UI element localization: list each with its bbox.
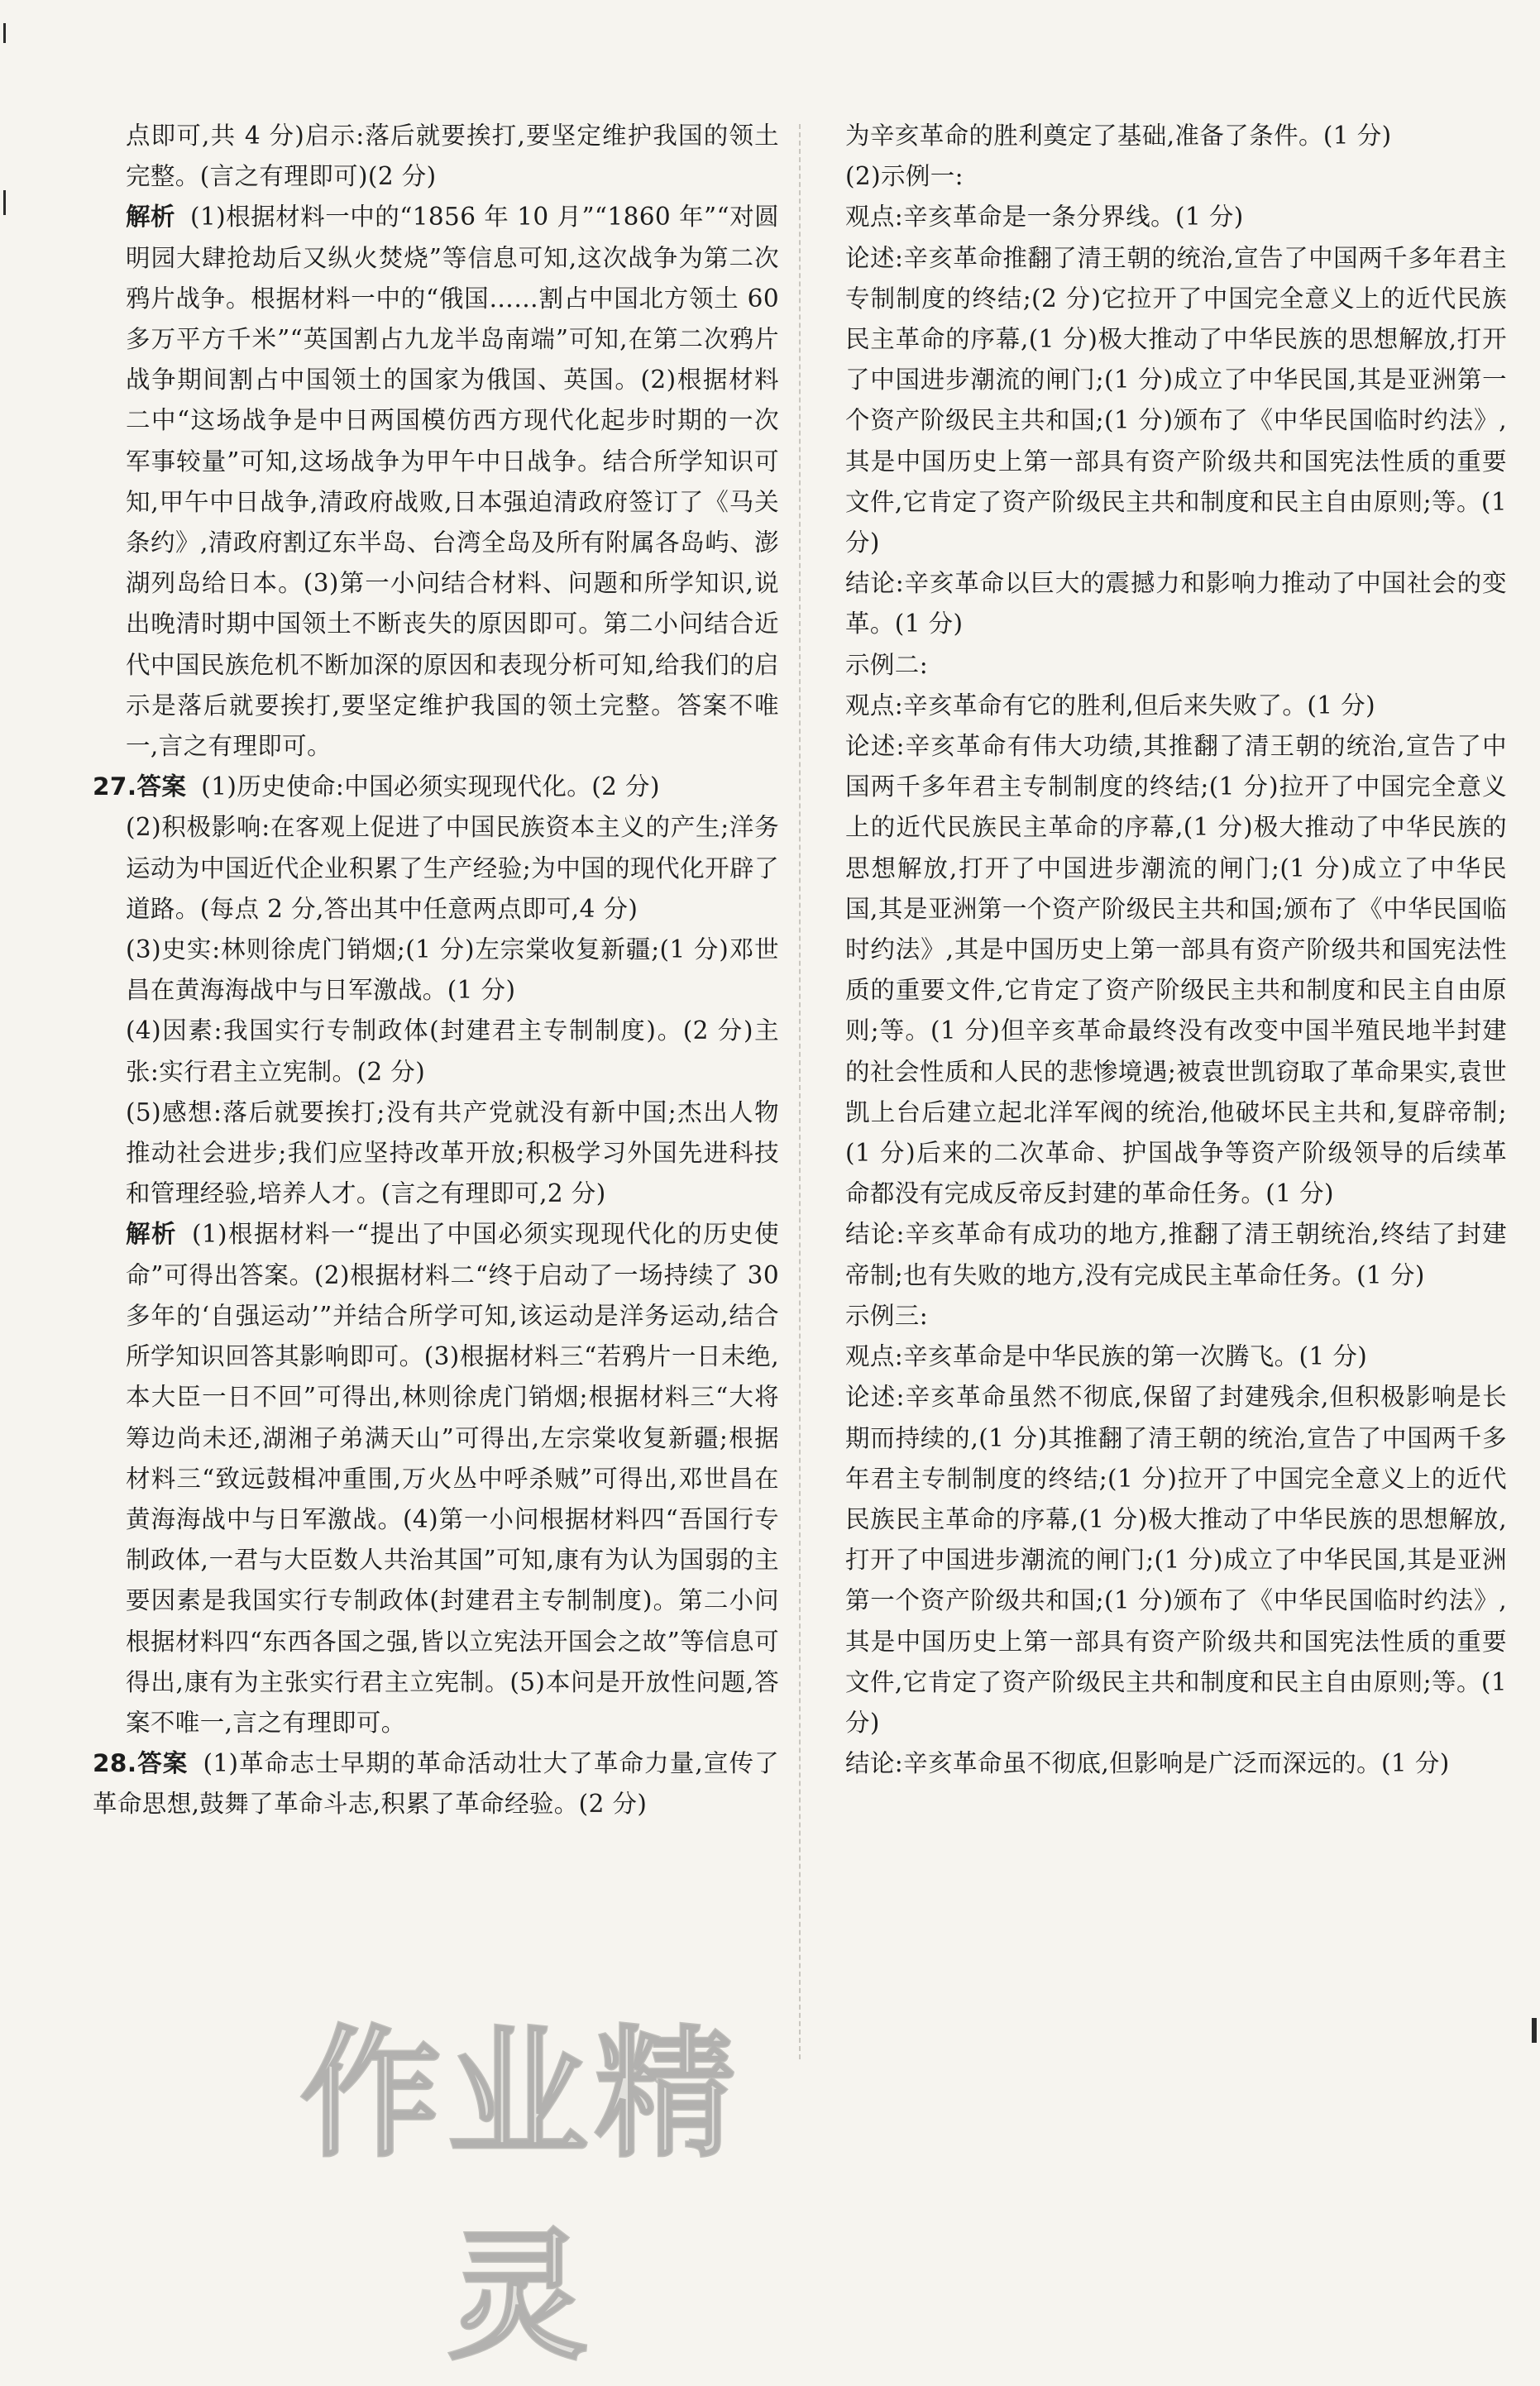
question-number: 28. xyxy=(93,1749,137,1778)
paragraph: (3)史实:林则徐虎门销烟;(1 分)左宗棠收复新疆;(1 分)邓世昌在黄海海战中与日军激战。(1 分) xyxy=(126,935,779,1005)
paragraph: 论述:辛亥革命推翻了清王朝的统治,宣告了中国两千多年君主专制制度的终结;(2 分)它拉开了中国完全意义上的近代民族民主革命的序幕,(1 分)极大推动了中华民族的思想解放,打开了中国进步潮流的闸门;(1 分)成立了中华民国,其是亚洲第一个资产阶级民主共和国;(1 分)颁布了《中华民国临时约法》,其是中国历史上第一部具有资产阶级共和国宪法性质的重要文件,它肯定了资产阶级民主共和制度和民主自由原则;等。(1 分) xyxy=(845,243,1507,557)
analysis-block xyxy=(93,1214,779,1743)
paragraph: 观点:辛亥革命有它的胜利,但后来失败了。(1 分) xyxy=(845,691,1375,720)
paragraph: 为辛亥革命的胜利奠定了基础,准备了条件。(1 分) xyxy=(845,122,1392,150)
column-divider xyxy=(799,124,801,2059)
left-edge-mark-1 xyxy=(3,23,6,43)
answer-text: (1)历史使命:中国必须实现现代化。(2 分) xyxy=(201,772,660,801)
paragraph: (5)感想:落后就要挨打;没有共产党就没有新中国;杰出人物推动社会进步;我们应坚持改革开放;积极学习外国先进科技和管理经验,培养人才。(言之有理即可,2 分) xyxy=(126,1097,779,1208)
question-number: 27. xyxy=(93,772,137,801)
paragraph: (2)积极影响:在客观上促进了中国民族资本主义的产生;洋务运动为中国近代企业积累了生产经验;为中国的现代化开辟了道路。(每点 2 分,答出其中任意两点即可,4 分) xyxy=(126,813,779,923)
left-column xyxy=(93,116,779,1825)
paragraph: 点即可,共 4 分)启示:落后就要挨打,要坚定维护我国的领土完整。(言之有理即可)(2 分) xyxy=(126,122,779,191)
paragraph: (2)示例一: xyxy=(845,162,964,191)
answer-label: 答案 xyxy=(136,1749,189,1778)
answer-27 xyxy=(93,767,779,807)
paragraph: 结论:辛亥革命虽不彻底,但影响是广泛而深远的。(1 分) xyxy=(845,1749,1450,1778)
paragraph: 观点:辛亥革命是一条分界线。(1 分) xyxy=(845,203,1244,232)
analysis-label: 解析 xyxy=(126,1220,177,1249)
paragraph: 论述:辛亥革命有伟大功绩,其推翻了清王朝的统治,宣告了中国两千多年君主专制制度的终结;(1 分)拉开了中国完全意义上的近代民族民主革命的序幕,(1 分)极大推动了中华民族的思想解放,打开了中国进步潮流的闸门;(1 分)成立了中华民国,其是亚洲第一个资产阶级民主共和国;颁布了《中华民国临时约法》,其是中国历史上第一部具有资产阶级共和国宪法性质的重要文件,它肯定了资产阶级民主共和制度和民主自由原则;等。(1 分)但辛亥革命最终没有改变中国半殖民地半封建的社会性质和人民的悲惨境遇;被袁世凯窃取了革命果实,袁世凯上台后建立起北洋军阀的统治,他破坏民主共和,复辟帝制;(1 分)后来的二次革命、护国战争等资产阶级领导的后续革命都没有完成反帝反封建的革命任务。(1 分) xyxy=(845,732,1507,1208)
right-edge-mark xyxy=(1532,2018,1537,2043)
answer-28 xyxy=(93,1743,779,1824)
analysis-block xyxy=(93,197,779,767)
watermark: 作业精灵 xyxy=(299,2013,742,2379)
paragraph: 示例三: xyxy=(845,1301,929,1330)
analysis-label: 解析 xyxy=(126,203,176,232)
answer-text: (1)革命志士早期的革命活动壮大了革命力量,宣传了革命思想,鼓舞了革命斗志,积累了革命经验。(2 分) xyxy=(93,1749,779,1819)
left-edge-mark-2 xyxy=(3,190,6,215)
paragraph: (4)因素:我国实行专制政体(封建君主专制制度)。(2 分)主张:实行君主立宪制。(2 分) xyxy=(126,1016,779,1086)
analysis-text: (1)根据材料一“提出了中国必须实现现代化的历史使命”可得出答案。(2)根据材料二“终于启动了一场持续了 30 多年的‘自强运动’”并结合所学可知,该运动是洋务运动,结合所学知识回答其影响即可。(3)根据材料三“若鸦片一日未绝,本大臣一日不回”可得出,林则徐虎门销烟;根据材料三“大将筹边尚未还,湖湘子弟满天山”可得出,左宗棠收复新疆;根据材料三“致远鼓楫冲重围,万火丛中呼杀贼”可得出,邓世昌在黄海海战中与日军激战。(4)第一小问根据材料四“吾国行专制政体,一君与大臣数人共治其国”可知,康有为认为国弱的主要因素是我国实行专制政体(封建君主专制制度)。第二小问根据材料四“东西各国之强,皆以立宪法开国会之故”等信息可得出,康有为主张实行君主立宪制。(5)本问是开放性问题,答案不唯一,言之有理即可。 xyxy=(126,1220,779,1737)
paragraph: 观点:辛亥革命是中华民族的第一次腾飞。(1 分) xyxy=(845,1342,1368,1371)
paragraph: 结论:辛亥革命有成功的地方,推翻了清王朝统治,终结了封建帝制;也有失败的地方,没有完成民主革命任务。(1 分) xyxy=(845,1220,1507,1289)
analysis-text: (1)根据材料一中的“1856 年 10 月”“1860 年”“对圆明园大肆抢劫后又纵火焚烧”等信息可知,这次战争为第二次鸦片战争。根据材料一中的“俄国……割占中国北方领土 60 多万平方千米”“英国割占九龙半岛南端”可知,在第二次鸦片战争期间割占中国领土的国家为俄国、英国。(2)根据材料二中“这场战争是中日两国模仿西方现代化起步时期的一次军事较量”可知,这场战争为甲午中日战争。结合所学知识可知,甲午中日战争,清政府战败,日本强迫清政府签订了《马关条约》,清政府割辽东半岛、台湾全岛及所有附属各岛屿、澎湖列岛给日本。(3)第一小问结合材料、问题和所学知识,说出晚清时期中国领土不断丧失的原因即可。第二小问结合近代中国民族危机不断加深的原因和表现分析可知,给我们的启示是落后就要挨打,要坚定维护我国的领土完整。答案不唯一,言之有理即可。 xyxy=(126,203,779,761)
paragraph: 结论:辛亥革命以巨大的震撼力和影响力推动了中国社会的变革。(1 分) xyxy=(845,569,1507,638)
right-column xyxy=(845,116,1507,1784)
paragraph: 示例二: xyxy=(845,650,929,679)
answer-label: 答案 xyxy=(136,772,187,801)
paragraph: 论述:辛亥革命虽然不彻底,保留了封建残余,但积极影响是长期而持续的,(1 分)其推翻了清王朝的统治,宣告了中国两千多年君主专制制度的终结;(1 分)拉开了中国完全意义上的近代民族民主革命的序幕,(1 分)极大推动了中华民族的思想解放,打开了中国进步潮流的闸门;(1 分)成立了中华民国,其是亚洲第一个资产阶级共和国;(1 分)颁布了《中华民国临时约法》,其是中国历史上第一部具有资产阶级共和国宪法性质的重要文件,它肯定了资产阶级民主共和制度和民主自由原则;等。(1 分) xyxy=(845,1383,1507,1737)
